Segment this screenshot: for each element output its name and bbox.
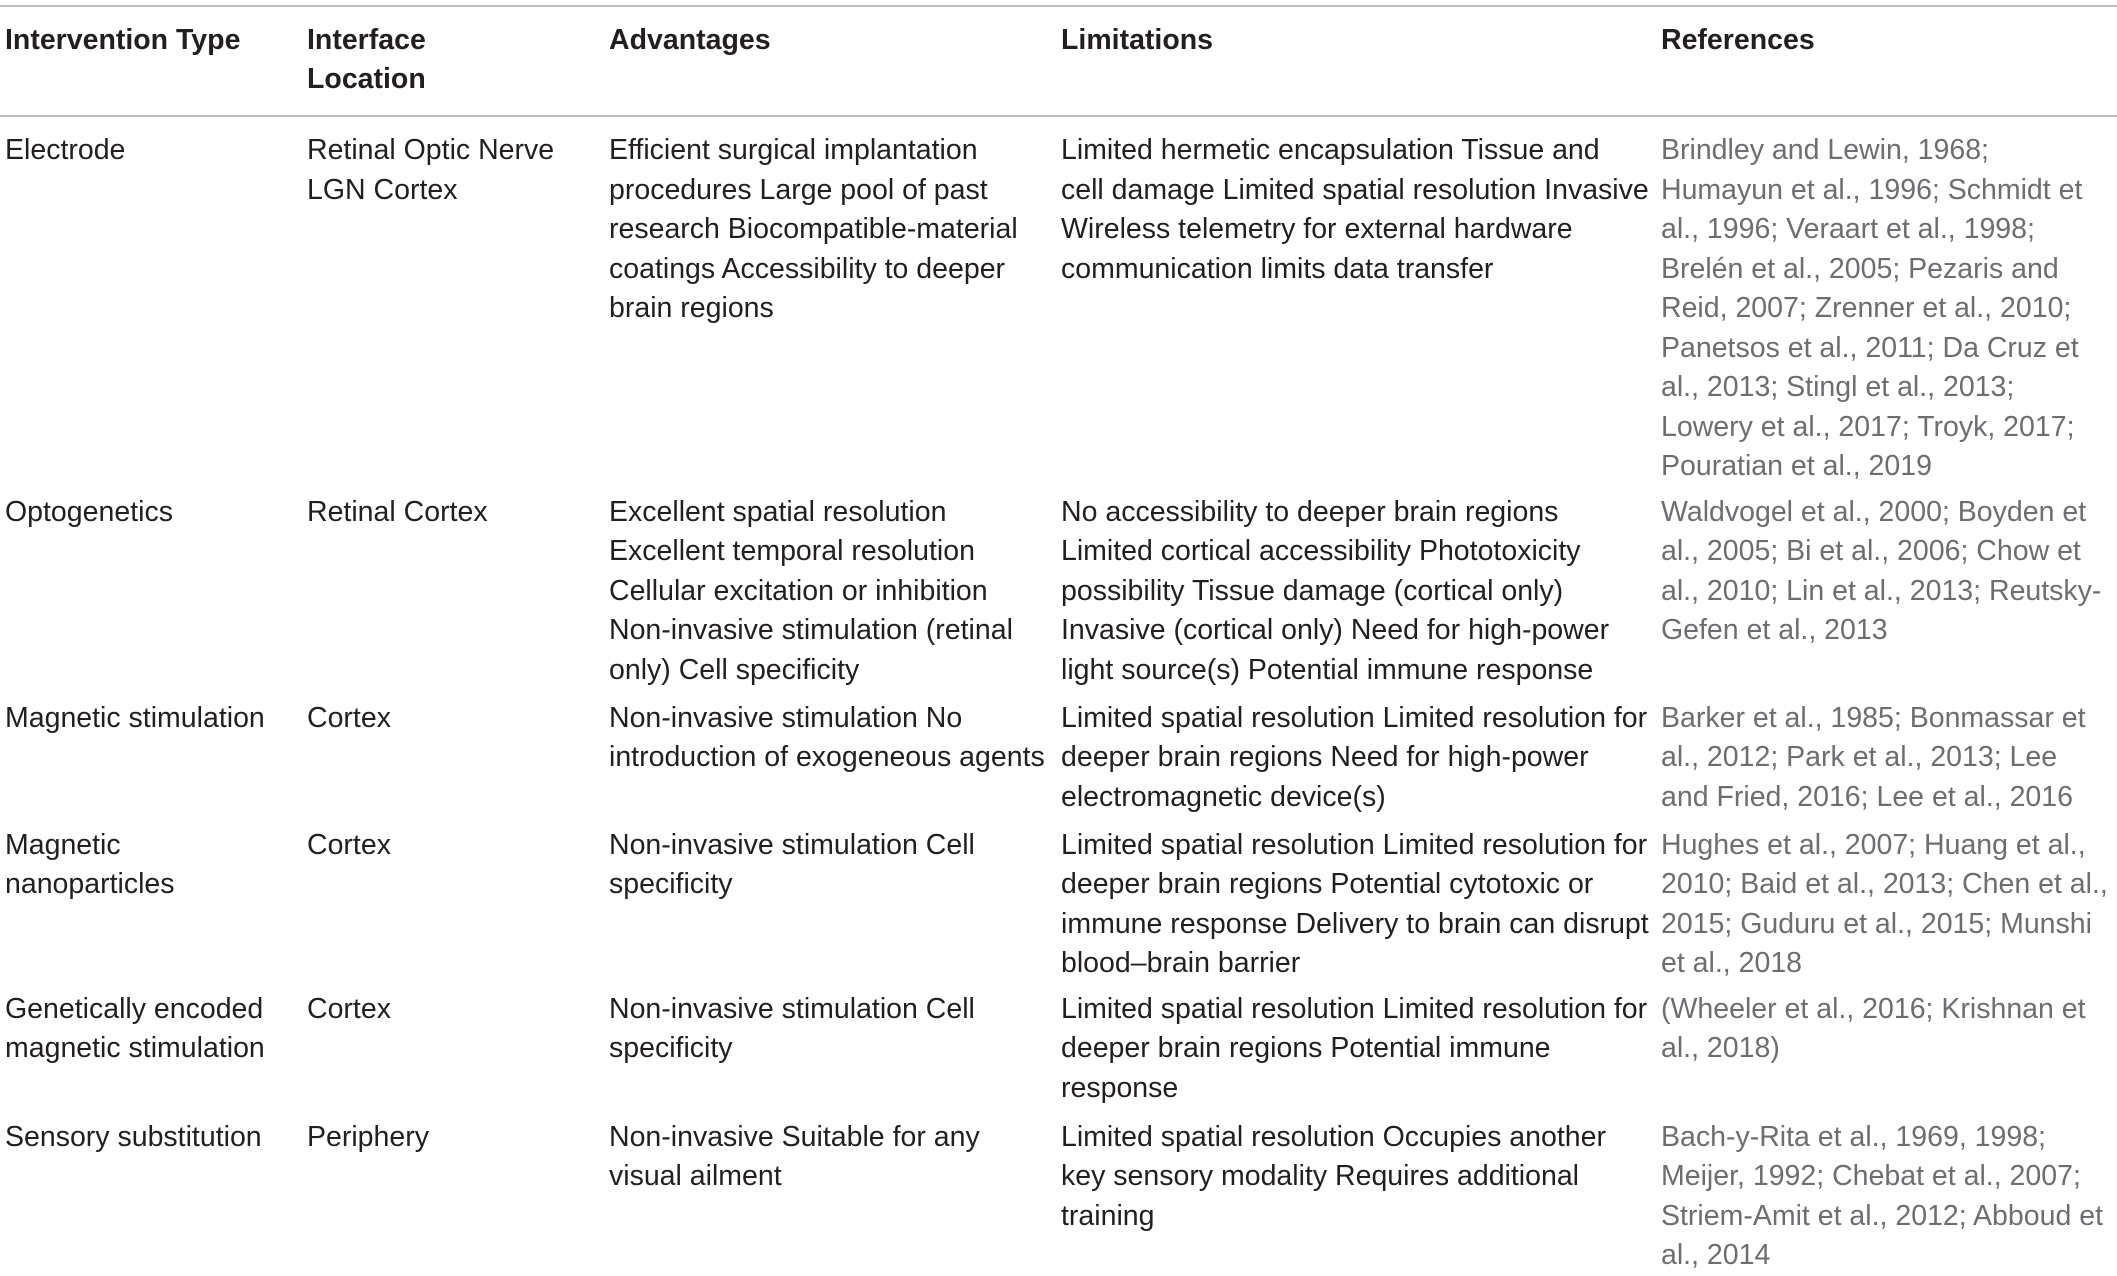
header-advantages xyxy=(604,0,1056,117)
references-text: Bach-y-Rita et al., 1969, 1998; Meijer, 1992; Chebat et al., 2007; Striem-Amit et al., 2012; Abboud et al., 2014 xyxy=(1661,1120,2103,1271)
table-row xyxy=(0,820,2117,984)
cell-limitations xyxy=(1056,820,1656,984)
cell-intervention xyxy=(0,1112,302,1276)
cell-intervention xyxy=(0,984,302,1112)
advantages-text: Non-invasive Suitable for any visual ailment xyxy=(609,1120,980,1192)
references-text: Brindley and Lewin, 1968; Humayun et al., 1996; Schmidt et al., 1996; Veraart et al., 1998; Brelén et al., 2005; Pezaris and Reid, 2007; Zrenner et al., 2010; Panetsos et al., 2011; Da Cruz et al., 2013; Stingl et al., 2013; Lowery et al., 2017; Troyk, 2017; Pouratian et al., 2019 xyxy=(1661,134,2083,482)
table-header xyxy=(0,0,2117,117)
header-rule xyxy=(0,115,2117,117)
cell-advantages xyxy=(604,487,1056,693)
table-row xyxy=(0,984,2117,1112)
advantages-text: Non-invasive stimulation Cell specificity xyxy=(609,828,975,900)
header-limitations-label: Limitations xyxy=(1061,24,1214,56)
table-row xyxy=(0,487,2117,693)
cell-references xyxy=(1656,693,2117,820)
cell-location xyxy=(302,693,604,820)
limitations-text: Limited spatial resolution Limited resolution for deeper brain regions Potential cytotoxic or immune response Delivery to brain can disrupt blood–brain barrier xyxy=(1061,828,1649,979)
location-text: Cortex xyxy=(307,701,391,734)
limitations-text: Limited spatial resolution Limited resolution for deeper brain regions Potential immune response xyxy=(1061,992,1648,1104)
advantages-text: Non-invasive stimulation Cell specificity xyxy=(609,992,975,1064)
references-text: Waldvogel et al., 2000; Boyden et al., 2005; Bi et al., 2006; Chow et al., 2010; Lin et al., 2013; Reutsky-Gefen et al., 2013 xyxy=(1661,495,2102,646)
advantages-text: Non-invasive stimulation No introduction of exogeneous agents xyxy=(609,701,1045,773)
table-body xyxy=(0,117,2117,1276)
cell-intervention xyxy=(0,693,302,820)
references-text: Hughes et al., 2007; Huang et al., 2010; Baid et al., 2013; Chen et al., 2015; Guduru et al., 2015; Munshi et al., 2018 xyxy=(1661,828,2108,979)
header-interface-location-label: Interface Location xyxy=(307,24,426,95)
header-intervention-type xyxy=(0,0,302,117)
cell-limitations xyxy=(1056,693,1656,820)
header-references-label: References xyxy=(1661,24,1815,56)
intervention-text: Sensory substitution xyxy=(5,1120,262,1153)
limitations-text: Limited spatial resolution Limited resolution for deeper brain regions Need for high-power electromagnetic device(s) xyxy=(1061,701,1648,813)
header-limitations xyxy=(1056,0,1656,117)
cell-references xyxy=(1656,117,2117,487)
location-text: Cortex xyxy=(307,992,391,1025)
cell-references xyxy=(1656,1112,2117,1276)
references-text: Barker et al., 1985; Bonmassar et al., 2012; Park et al., 2013; Lee and Fried, 2016; Lee et al., 2016 xyxy=(1661,701,2086,813)
cell-limitations xyxy=(1056,487,1656,693)
cell-intervention xyxy=(0,117,302,487)
cell-references xyxy=(1656,984,2117,1112)
cell-limitations xyxy=(1056,117,1656,487)
table-row xyxy=(0,117,2117,487)
location-text: Retinal Optic Nerve LGN Cortex xyxy=(307,134,555,206)
header-references xyxy=(1656,0,2117,117)
limitations-text: No accessibility to deeper brain regions Limited cortical accessibility Phototoxicity possibility Tissue damage (cortical only) Invasive (cortical only) Need for high-power light source(s) Potential immune response xyxy=(1061,495,1610,686)
advantages-text: Efficient surgical implantation procedures Large pool of past research Biocompatible-material coatings Accessibility to deeper brain regions xyxy=(609,134,1018,324)
cell-intervention xyxy=(0,820,302,984)
intervention-text: Magnetic nanoparticles xyxy=(5,828,175,900)
cell-advantages xyxy=(604,693,1056,820)
cell-advantages xyxy=(604,820,1056,984)
references-text: (Wheeler et al., 2016; Krishnan et al., 2018) xyxy=(1661,992,2086,1064)
cell-location xyxy=(302,117,604,487)
table-row xyxy=(0,1112,2117,1276)
intervention-text: Optogenetics xyxy=(5,495,173,528)
cell-location xyxy=(302,820,604,984)
cell-advantages xyxy=(604,1112,1056,1276)
cell-location xyxy=(302,1112,604,1276)
cell-intervention xyxy=(0,487,302,693)
header-interface-location xyxy=(302,0,604,117)
cell-limitations xyxy=(1056,984,1656,1112)
cell-advantages xyxy=(604,117,1056,487)
limitations-text: Limited hermetic encapsulation Tissue and cell damage Limited spatial resolution Invasive Wireless telemetry for external hardware communication limits data transfer xyxy=(1061,134,1649,285)
cell-location xyxy=(302,487,604,693)
advantages-text: Excellent spatial resolution Excellent temporal resolution Cellular excitation or inhibition Non-invasive stimulation (retinal only) Cell specificity xyxy=(609,495,1013,686)
header-advantages-label: Advantages xyxy=(609,24,771,56)
intervention-text: Genetically encoded magnetic stimulation xyxy=(5,992,265,1064)
limitations-text: Limited spatial resolution Occupies another key sensory modality Requires additional training xyxy=(1061,1120,1606,1232)
cell-limitations xyxy=(1056,1112,1656,1276)
location-text: Cortex xyxy=(307,828,391,861)
cell-advantages xyxy=(604,984,1056,1112)
header-row xyxy=(0,0,2117,117)
cell-location xyxy=(302,984,604,1112)
location-text: Retinal Cortex xyxy=(307,495,488,528)
location-text: Periphery xyxy=(307,1120,429,1153)
intervention-text: Electrode xyxy=(5,134,126,166)
header-intervention-type-label: Intervention Type xyxy=(5,24,241,56)
cell-references xyxy=(1656,820,2117,984)
table-row xyxy=(0,693,2117,820)
intervention-text: Magnetic stimulation xyxy=(5,701,265,734)
cell-references xyxy=(1656,487,2117,693)
